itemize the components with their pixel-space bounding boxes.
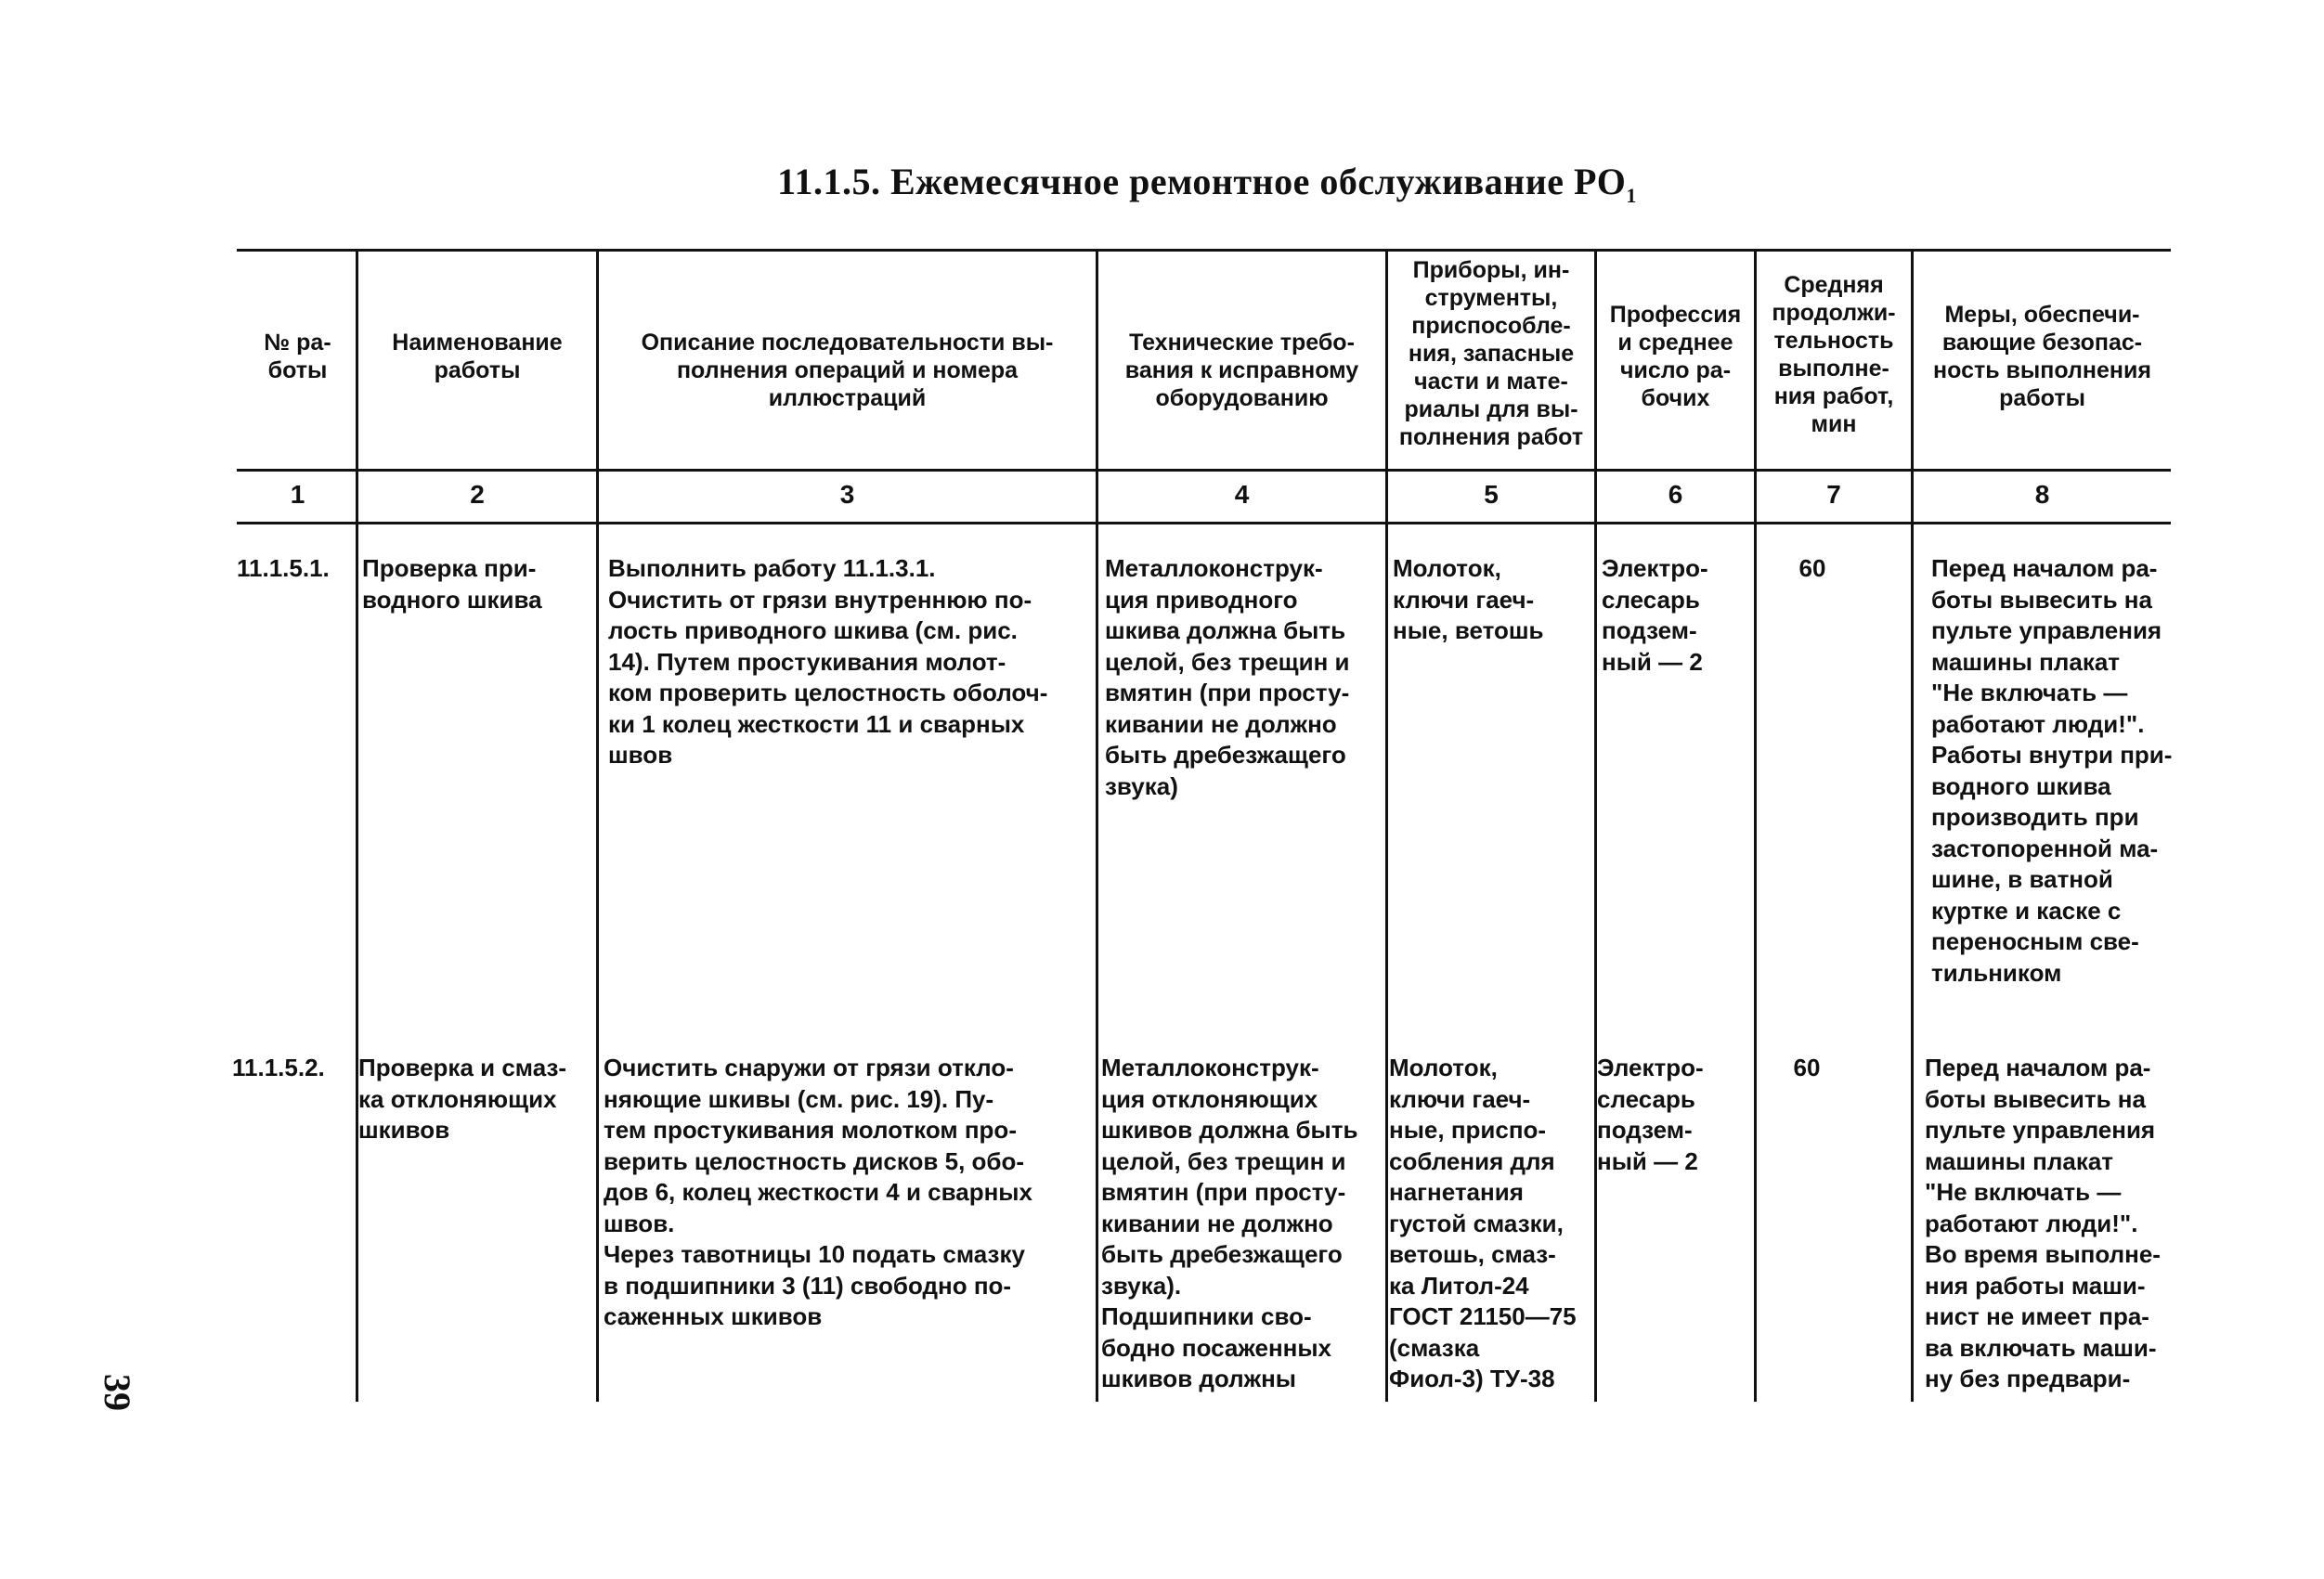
header-col-8: Меры, обеспечи- вающие безопас- ность выполнения работы bbox=[1933, 302, 2151, 411]
row-2-profession: Электро- слесарь подзем- ный — 2 bbox=[1597, 1054, 1704, 1175]
column-numbers-rule bbox=[237, 522, 2171, 524]
column-number: 7 bbox=[1826, 480, 1841, 509]
row-2-duration: 60 bbox=[1793, 1054, 1821, 1081]
row-2-tools: Молоток, ключи гаеч- ные, приспо- собления для нагнетания густой смазки, ветошь, смаз- ка Литол-24 ГОСТ 21150—75 (смазка Фиол-3) ТУ-38 bbox=[1389, 1054, 1577, 1392]
row-1-name: Проверка при- водного шкива bbox=[362, 554, 542, 614]
row-1-safety: Перед началом ра- боты вывесить на пульте управления машины плакат "Не включать — работают люди!". Работы внутри при- водного шкива производить при застопоренной ма- шине, в ватной куртке и каске с переносным све- тильником bbox=[1931, 554, 2173, 987]
header-col-4: Технические требо- вания к исправному оборудованию bbox=[1124, 330, 1359, 411]
column-number: 8 bbox=[2034, 480, 2050, 509]
header-col-1: № ра- боты bbox=[264, 330, 331, 383]
row-1-requirements: Металлоконструк- ция приводного шкива должна быть целой, без трещин и вмятин (при просту- кивании не должно быть дребезжащего звука) bbox=[1105, 554, 1350, 800]
column-divider bbox=[1911, 249, 1914, 1402]
header-col-7: Средняя продолжи- тельность выполне- ния работ, мин bbox=[1772, 272, 1896, 437]
column-number: 5 bbox=[1484, 480, 1499, 509]
row-2-description: Очистить снаружи от грязи откло- няющие шкивы (см. рис. 19). Пу- тем простукивания молотком про- верить целостность дисков 5, обо- дов 6, колец жесткости 4 и сварных швов. Через тавотницы 10 подать смазку в подшипники 3 (11) свободно по- саженных шкивов bbox=[604, 1054, 1032, 1330]
column-divider bbox=[356, 249, 358, 1402]
row-1-duration: 60 bbox=[1798, 554, 1826, 582]
row-1-tools: Молоток, ключи гаеч- ные, ветошь bbox=[1393, 554, 1544, 644]
row-2-requirements: Металлоконструк- ция отклоняющих шкивов должна быть целой, без трещин и вмятин (при просту- кивании не должно быть дребезжащего звука). Подшипники сво- бодно посаженных шкивов должны bbox=[1101, 1054, 1358, 1392]
column-number: 4 bbox=[1234, 480, 1250, 509]
row-2-safety: Перед началом ра- боты вывесить на пульте управления машины плакат "Не включать — работают люди!". Во время выполне- ния работы маши- нист не имеет пра- ва включать маши- ну без предвари- bbox=[1925, 1054, 2161, 1392]
header-col-3: Описание последовательности вы- полнения операций и номера иллюстраций bbox=[641, 330, 1054, 411]
header-col-6: Профессия и среднее число ра- бочих bbox=[1609, 302, 1742, 411]
row-1-description: Выполнить работу 11.1.3.1. Очистить от грязи внутреннюю по- лость приводного шкива (см. рис. 14). Путем простукивания молот- ком проверить целостность оболоч- ки 1 колец жесткости 11 и сварных швов bbox=[608, 554, 1048, 769]
header-col-5: Приборы, ин- струменты, приспособле- ния, запасные части и мате- риалы для вы- полнения работ bbox=[1398, 257, 1584, 450]
column-number: 1 bbox=[290, 480, 305, 509]
column-number: 6 bbox=[1668, 480, 1683, 509]
section-title bbox=[0, 160, 2324, 208]
column-number: 3 bbox=[839, 480, 855, 509]
column-number: 2 bbox=[470, 480, 485, 509]
column-divider bbox=[1096, 249, 1098, 1402]
header-col-2: Наименование работы bbox=[392, 330, 563, 383]
title-text: 11.1.5. Ежемесячное ремонтное обслуживание РО bbox=[777, 161, 1627, 202]
row-2-num: 11.1.5.2. bbox=[232, 1054, 325, 1081]
column-divider bbox=[596, 249, 599, 1402]
page-number: 39 bbox=[97, 1374, 138, 1411]
row-1-num: 11.1.5.1. bbox=[237, 554, 330, 582]
title-subscript: 1 bbox=[1626, 184, 1637, 207]
column-divider bbox=[1594, 249, 1597, 1402]
table-top-rule bbox=[237, 249, 2171, 252]
header-bottom-rule bbox=[237, 469, 2171, 472]
row-2-name: Проверка и смаз- ка отклоняющих шкивов bbox=[358, 1054, 567, 1144]
row-1-profession: Электро- слесарь подзем- ный — 2 bbox=[1602, 554, 1708, 676]
